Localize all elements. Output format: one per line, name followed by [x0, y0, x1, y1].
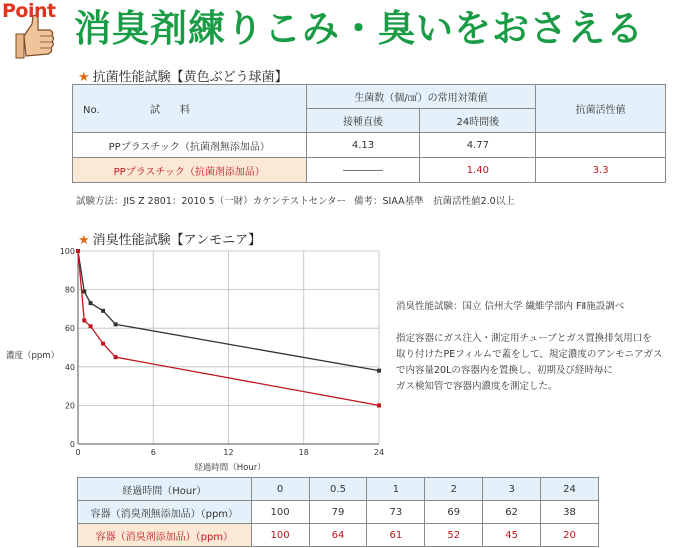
y-tick-label: 60 [64, 324, 75, 334]
y-tick-label: 20 [64, 401, 75, 411]
row-label: 容器（消臭剤添加品）（ppm） [78, 524, 252, 547]
data-point [76, 249, 80, 253]
antibacterial-heading-text: 抗菌性能試験【黄色ぶどう球菌】 [92, 70, 288, 85]
table-cell: 3 [483, 478, 541, 501]
point-label: Point [2, 0, 56, 22]
antibacterial-table [72, 84, 666, 183]
y-tick-label: 100 [59, 247, 75, 256]
col-sample-header: 試 料 [149, 105, 190, 116]
x-tick-label: 18 [298, 448, 309, 457]
table-cell: 61 [367, 524, 425, 547]
x-tick-label: 12 [223, 448, 234, 457]
table-cell: 0.5 [309, 478, 367, 501]
table-row [78, 524, 599, 547]
y-tick-label: 40 [64, 362, 75, 372]
deodorant-heading-text: 消臭性能試験【アンモニア】 [92, 233, 262, 248]
y-tick-label: 80 [64, 285, 75, 295]
col-activity-header: 抗菌活性値 [536, 85, 666, 133]
description-line: 指定容器にガス注入・測定用チューブとガス置換排気用口を [396, 333, 652, 344]
table-cell: 0 [251, 478, 309, 501]
table-cell: 79 [309, 501, 367, 524]
col-immediate-header: 接種直後 [306, 109, 420, 133]
deodorant-table [77, 477, 599, 547]
remark-note: 備考：SIAA基準 抗菌活性値2.0以上 [354, 196, 515, 207]
table-cell: 20 [541, 524, 599, 547]
table-cell: 1 [367, 478, 425, 501]
row-label: 経過時間（Hour） [78, 478, 252, 501]
col-no-header: No. [83, 105, 100, 116]
table-cell: 2 [425, 478, 483, 501]
data-point [82, 290, 86, 294]
table-cell: 100 [251, 501, 309, 524]
ammonia-chart [0, 240, 395, 475]
chart-grid [78, 251, 379, 444]
table-cell: 69 [425, 501, 483, 524]
table-cell: 38 [541, 501, 599, 524]
table-row [78, 501, 599, 524]
method-note: 試験方法：JIS Z 2801：2010 5（一財）カケンテストセンター [76, 196, 347, 207]
x-tick-label: 24 [373, 448, 385, 457]
table-cell: 64 [309, 524, 367, 547]
table-cell: 73 [367, 501, 425, 524]
description-line: で内容量20Lの容器内を置換し、初期及び経時毎に [396, 365, 613, 376]
data-point [101, 309, 105, 313]
value-24h: 4.77 [420, 133, 536, 158]
table-row [73, 133, 666, 158]
data-point [114, 355, 118, 359]
data-point [89, 301, 93, 305]
row-label: 容器（消臭剤無添加品）（ppm） [78, 501, 252, 524]
sample-name: PPプラスチック（抗菌剤無添加品） [73, 133, 307, 158]
sample-name: PPプラスチック（抗菌剤添加品） [73, 158, 307, 183]
star-icon: ★ [78, 70, 90, 85]
value-activity [536, 133, 666, 158]
y-tick-labels [60, 247, 75, 449]
col-no-sample-header [73, 85, 307, 133]
y-tick-label: 0 [69, 440, 75, 449]
table-cell: 100 [251, 524, 309, 547]
table-cell: 24 [541, 478, 599, 501]
value-activity: 3.3 [536, 158, 666, 183]
value-immediate: 4.13 [306, 133, 420, 158]
description-line: 取り付けたPEフィルムで蓋をして、規定濃度のアンモニアガス [396, 349, 663, 360]
col-24h-header: 24時間後 [420, 109, 536, 133]
description-line: ガス検知管で容器内濃度を測定した。 [396, 381, 558, 392]
x-tick-labels [75, 448, 384, 457]
x-tick-label: 6 [150, 448, 156, 457]
x-axis-label: 経過時間（Hour） [194, 463, 266, 473]
value-24h: 1.40 [420, 158, 536, 183]
page-title: 消臭剤練りこみ・臭いをおさえる [74, 7, 644, 50]
data-point [82, 318, 86, 322]
table-row [78, 478, 599, 501]
col-group-header: 生菌数（個/㎠）の常用対策値 [306, 85, 536, 109]
antibacterial-heading [78, 66, 288, 85]
table-cell: 45 [483, 524, 541, 547]
data-point [89, 324, 93, 328]
table-row [73, 158, 666, 183]
deodorant-description [396, 331, 678, 395]
data-point [114, 322, 118, 326]
deodorant-description-title: 消臭性能試験：国立 信州大学 繊維学部内 FⅡ施設調べ [396, 301, 625, 312]
x-tick-label: 0 [75, 448, 81, 457]
data-point [377, 369, 381, 373]
table-cell: 52 [425, 524, 483, 547]
data-point [101, 342, 105, 346]
value-immediate: ―――― [306, 158, 420, 183]
data-point [377, 403, 381, 407]
star-icon: ★ [78, 233, 90, 248]
table-cell: 62 [483, 501, 541, 524]
y-axis-label: 濃度（ppm） [6, 351, 60, 361]
